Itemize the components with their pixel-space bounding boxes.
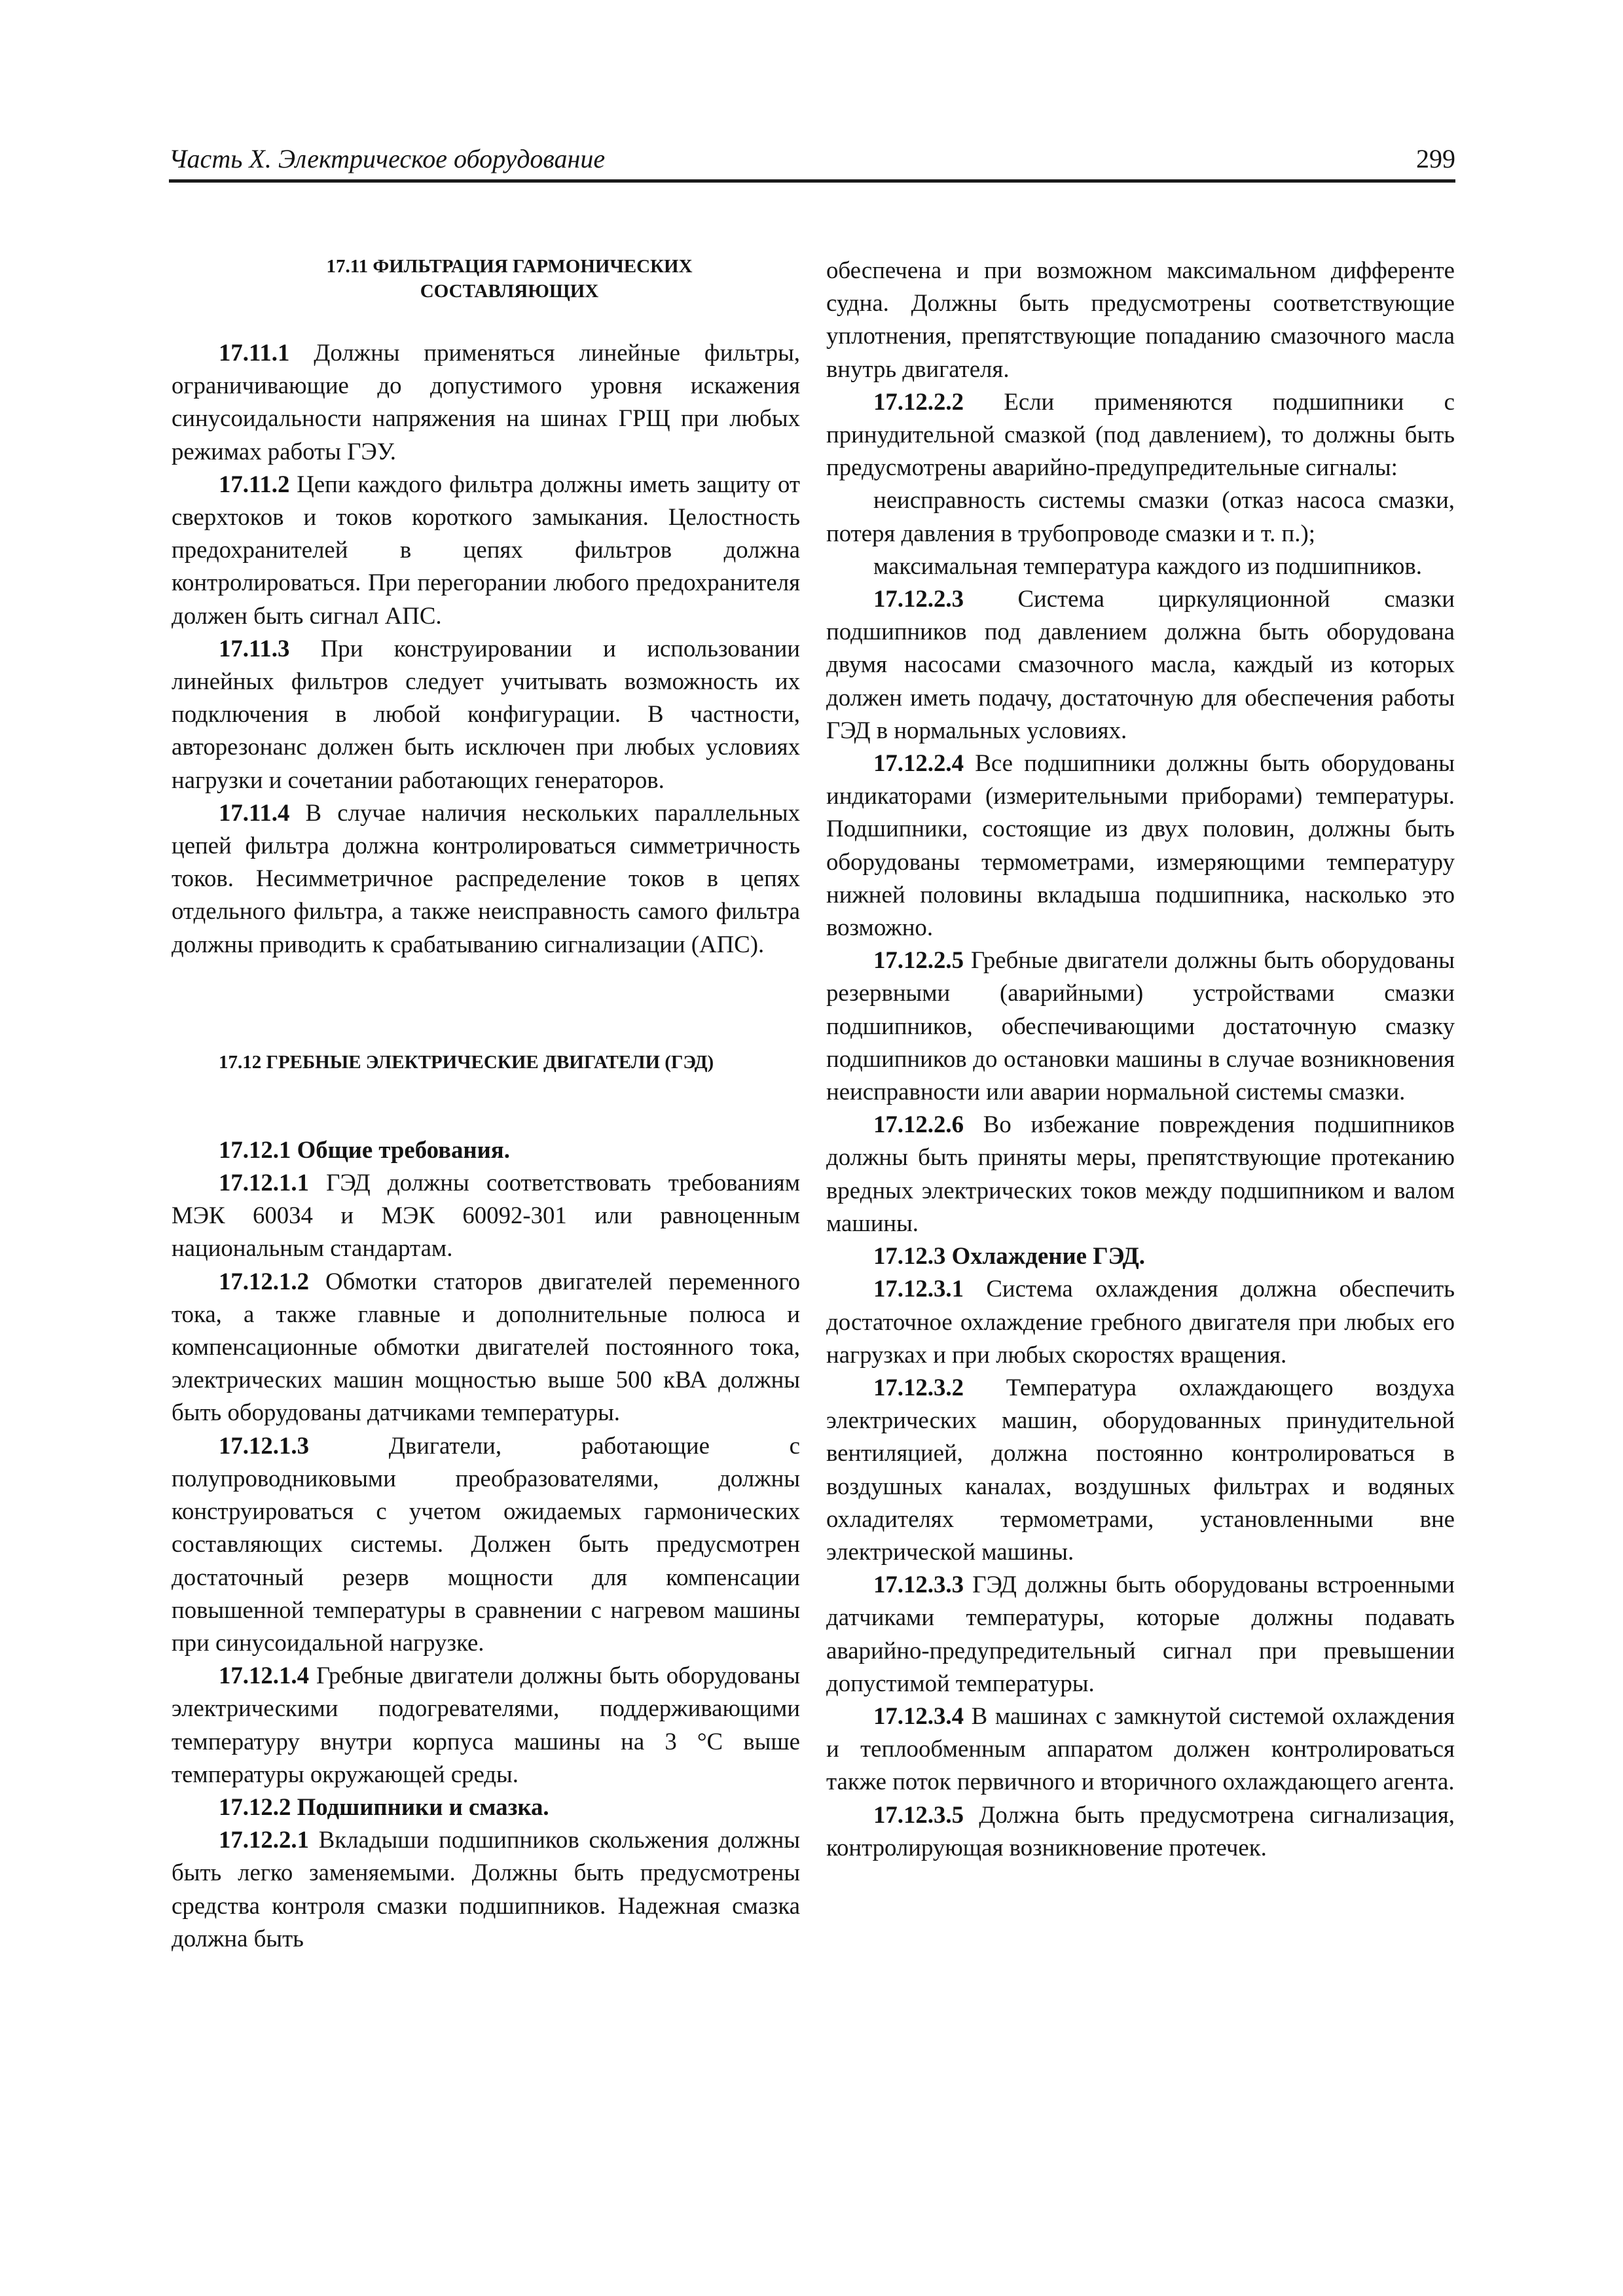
- clause-text: Система охлаждения должна обеспечить достаточное охлаждение гребного двигателя при любых его нагрузках и при любых скоростях вращения.: [826, 1275, 1455, 1368]
- paragraph-17-12-2-3: [826, 583, 1455, 747]
- clause-text: Если применяются подшипники с принудительной смазкой (под давлением), то должны быть предусмотрены аварийно-предупредительные сигналы:: [826, 387, 1455, 481]
- paragraph-17-12-2-2: [826, 386, 1455, 484]
- paragraph-17-11-4: [172, 797, 800, 961]
- paragraph-17-12-1-3: [172, 1429, 800, 1659]
- clause-text: В случае наличия нескольких параллельных цепей фильтра должна контролироваться симметричность токов. Несимметричное распределение токов в цепях отдельного фильтра, а также неисправность самого фильтра должны приводить к срабатыванию сигнализации (АПС).: [172, 798, 800, 958]
- clause-number: 17.12.2.1: [219, 1826, 309, 1854]
- clause-number: 17.12.2.4: [873, 749, 964, 777]
- clause-text: Система циркуляционной смазки подшипников под давлением должна быть оборудована двумя насосами смазочного масла, каждый из которых должен иметь подачу, достаточную для обеспечения работы ГЭД в нормальных условиях.: [826, 585, 1455, 744]
- clause-text: Вкладыши подшипников скольжения должны быть легко заменяемыми. Должны быть предусмотрены средства контроля смазки подшипников. Надежная смазка должна быть: [172, 1826, 800, 1952]
- paragraph-17-11-3: [172, 632, 800, 797]
- clause-text: Во избежание повреждения подшипников должны быть приняты меры, препятствующие протеканию вредных электрических токов между подшипником и валом машины.: [826, 1111, 1455, 1236]
- clause-number: 17.12.3.1: [873, 1275, 964, 1302]
- clause-number: 17.12.1.3: [219, 1431, 309, 1459]
- clause-text: Должна быть предусмотрена сигнализация, контролирующая возникновение протечек.: [826, 1801, 1455, 1861]
- paragraph-17-12-2-4: [826, 747, 1455, 944]
- clause-number: 17.12.1.1: [219, 1169, 309, 1196]
- clause-number: 17.12.1.2: [219, 1267, 309, 1295]
- clause-number: 17.12.1.4: [219, 1662, 309, 1689]
- paragraph-17-12-2-6: [826, 1108, 1455, 1240]
- paragraph-17-12-1-2: [172, 1265, 800, 1429]
- paragraph-17-12-3-2: [826, 1371, 1455, 1568]
- clause-text: При конструировании и использовании линейных фильтров следует учитывать возможность их подключения в любой конфигурации. В частности, авторезонанс должен быть исключен при любых условиях нагрузки и сочетании работающих генераторов.: [172, 634, 800, 793]
- paragraph-17-11-1: [172, 336, 800, 468]
- clause-number: 17.12.2.3: [873, 585, 964, 613]
- section-heading-17-12: 17.12 ГРЕБНЫЕ ЭЛЕКТРИЧЕСКИЕ ДВИГАТЕЛИ (ГЭД): [219, 1051, 714, 1073]
- page-header: [169, 139, 1455, 183]
- clause-number: 17.12.2.5: [873, 946, 964, 974]
- clause-text: Все подшипники должны быть оборудованы индикаторами (измерительными приборами) температуры. Подшипники, состоящие из двух половин, должны быть оборудованы термометрами, измеряющими температуру нижней половины вкладыша подшипника, насколько это возможно.: [826, 749, 1455, 941]
- section-heading-17-11-line2: СОСТАВЛЯЮЩИХ: [420, 281, 599, 302]
- clause-number: 17.12.3.5: [873, 1801, 964, 1828]
- subsection-heading-17-12-3: 17.12.3 Охлаждение ГЭД.: [873, 1242, 1146, 1270]
- clause-text: Двигатели, работающие с полупроводниковыми преобразователями, должны конструироваться с учетом ожидаемых гармонических составляющих системы. Должен быть предусмотрен достаточный резерв мощности для компенсации повышенной температуры в сравнении с нагревом машины при синусоидальной нагрузке.: [172, 1431, 800, 1656]
- clause-text: Гребные двигатели должны быть оборудованы электрическими подогревателями, поддерживающими температуру внутри корпуса машины на 3 °С выше температуры окружающей среды.: [172, 1662, 800, 1787]
- clause-number: 17.11.2: [219, 470, 290, 497]
- clause-number: 17.11.4: [219, 798, 290, 826]
- paragraph-17-12-3-5: [826, 1799, 1455, 1864]
- left-column: [172, 254, 800, 1955]
- clause-text: ГЭД должны быть оборудованы встроенными датчиками температуры, которые должны подавать аварийно-предупредительный сигнал при превышении допустимой температуры.: [826, 1571, 1455, 1696]
- paragraph-17-12-2-5: [826, 944, 1455, 1108]
- clause-text: Должны применяться линейные фильтры, ограничивающие до допустимого уровня искажения синусоидальности напряжения на шинах ГРЩ при любых режимах работы ГЭУ.: [172, 339, 800, 465]
- clause-number: 17.12.3.4: [873, 1702, 964, 1729]
- paragraph-17-12-1-4: [172, 1659, 800, 1791]
- clause-text: Температура охлаждающего воздуха электрических машин, оборудованных принудительной вентиляцией, должна постоянно контролироваться в воздушных каналах, воздушных фильтрах и водяных охладителях термометрами, установленными вне электрической машины.: [826, 1373, 1455, 1565]
- spacer: [172, 1075, 800, 1134]
- spacer: [172, 304, 800, 336]
- paragraph-17-12-3-4: [826, 1700, 1455, 1799]
- paragraph-17-12-1-1: [172, 1166, 800, 1265]
- clause-number: 17.12.2.2: [873, 387, 964, 415]
- section-heading-17-11-line1: 17.11 ФИЛЬТРАЦИЯ ГАРМОНИЧЕСКИХ: [326, 256, 693, 277]
- page-number: 299: [1416, 144, 1455, 173]
- paragraph-continuation: обеспечена и при возможном максимальном дифференте судна. Должны быть предусмотрены соответствующие уплотнения, препятствующие попаданию смазочного масла внутрь двигателя.: [826, 257, 1455, 382]
- clause-text: Обмотки статоров двигателей переменного тока, а также главные и дополнительные полюса и компенсационные обмотки двигателей постоянного тока, электрических машин мощностью выше 500 кВА должны быть оборудованы датчиками температуры.: [172, 1267, 800, 1426]
- paragraph-17-11-2: [172, 468, 800, 632]
- clause-text: ГЭД должны соответствовать требованиям МЭК 60034 и МЭК 60092-301 или равноценным национальным стандартам.: [172, 1169, 800, 1262]
- subsection-heading-17-12-1: 17.12.1 Общие требования.: [219, 1136, 510, 1163]
- spacer: [172, 961, 800, 1050]
- paragraph-17-12-3-3: [826, 1568, 1455, 1700]
- paragraph-17-12-2-1: [172, 1823, 800, 1955]
- clause-number: 17.12.3.2: [873, 1373, 964, 1401]
- paragraph-17-12-3-1: [826, 1272, 1455, 1371]
- clause-number: 17.11.1: [219, 339, 290, 366]
- clause-number: 17.12.2.6: [873, 1111, 964, 1138]
- subsection-heading-17-12-2: 17.12.2 Подшипники и смазка.: [219, 1793, 549, 1820]
- clause-text: Цепи каждого фильтра должны иметь защиту от сверхтоков и токов короткого замыкания. Целостность предохранителей в цепях фильтров должна контролироваться. При перегорании любого предохранителя должен быть сигнал АПС.: [172, 470, 800, 629]
- running-title: Часть X. Электрическое оборудование: [169, 144, 606, 173]
- clause-text: В машинах с замкнутой системой охлаждения и теплообменным аппаратом должен контролироваться также поток первичного и вторичного охлаждающего агента.: [826, 1702, 1455, 1795]
- list-item: максимальная температура каждого из подшипников.: [873, 552, 1422, 579]
- clause-text: Гребные двигатели должны быть оборудованы резервными (аварийными) устройствами смазки подшипников, обеспечивающими достаточную смазку подшипников до остановки машины в случае возникновения неисправности или аварии нормальной системы смазки.: [826, 946, 1455, 1105]
- clause-number: 17.11.3: [219, 634, 290, 662]
- list-item: неисправность системы смазки (отказ насоса смазки, потеря давления в трубопроводе смазки и т. п.);: [826, 486, 1455, 547]
- right-column: [826, 254, 1455, 1864]
- clause-number: 17.12.3.3: [873, 1571, 964, 1598]
